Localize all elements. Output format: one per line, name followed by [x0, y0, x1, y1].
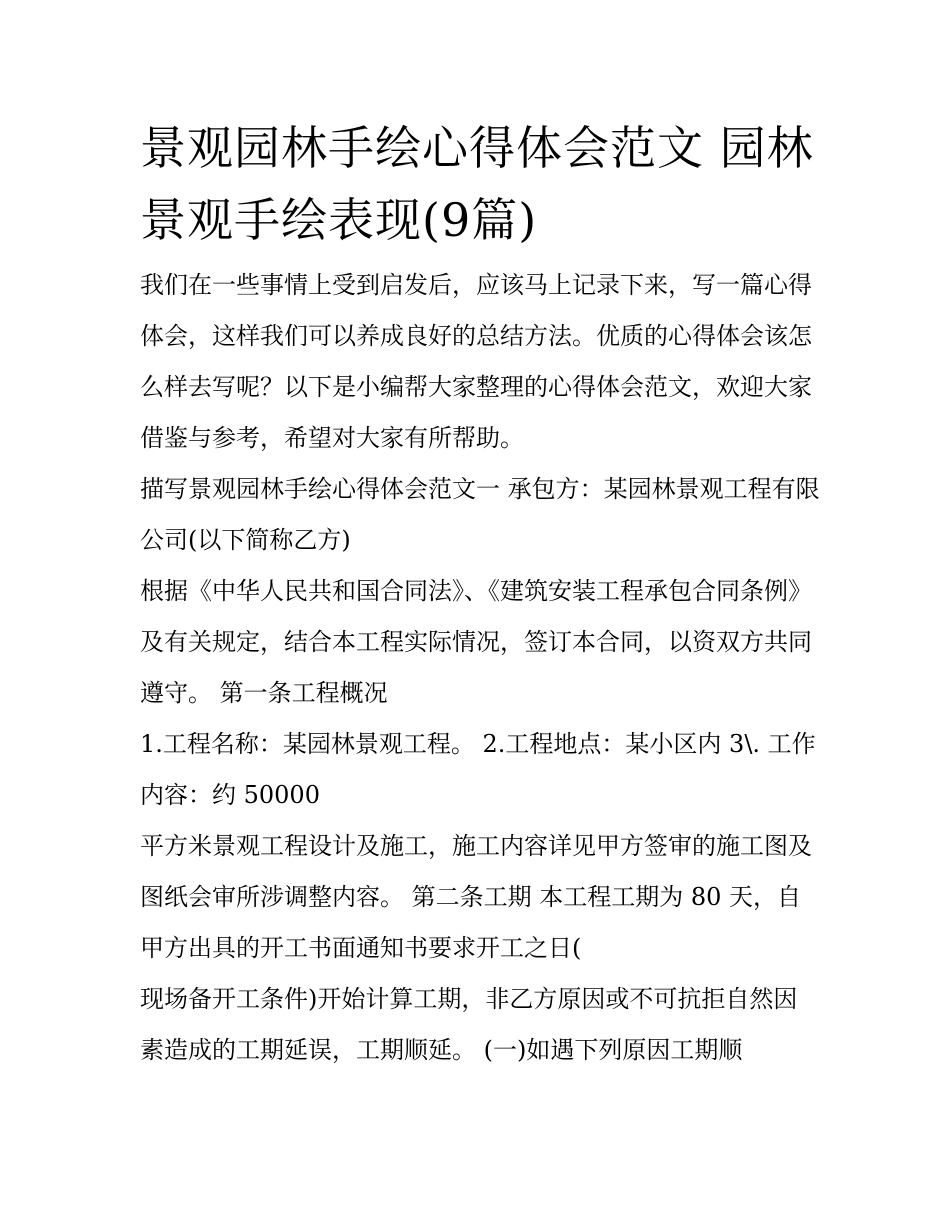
document-title: 景观园林手绘心得体会范文 园林景观手绘表现(9篇)	[140, 121, 814, 247]
intro-paragraph: 我们在一些事情上受到启发后，应该马上记录下来，写一篇心得体会，这样我们可以养成良好的总结方法。优质的心得体会该怎么样去写呢？以下是小编帮大家整理的心得体会范文，欢迎大家借鉴与参考，希望对大家有所帮助。	[140, 271, 812, 452]
scope-duration-paragraph: 平方米景观工程设计及施工，施工内容详见甲方签审的施工图及图纸会审所涉调整内容。 第二条工期 本工程工期为 80 天，自甲方出具的开工书面通知书要求开工之日(	[140, 832, 812, 962]
legal-basis-paragraph: 根据《中华人民共和国合同法》、《建筑安装工程承包合同条例》及有关规定，结合本工程实际情况，签订本合同，以资双方共同遵守。 第一条工程概况	[140, 577, 812, 707]
contractor-paragraph: 描写景观园林手绘心得体会范文一 承包方：某园林景观工程有限公司(以下简称乙方)	[140, 475, 820, 554]
document-page	[140, 112, 820, 1076]
project-info-paragraph: 1.工程名称：某园林景观工程。 2.工程地点：某小区内 3\. 工作内容：约 50000	[140, 730, 816, 809]
schedule-paragraph: 现场备开工条件)开始计算工期，非乙方原因或不可抗拒自然因素造成的工期延误，工期顺延。 (一)如遇下列原因工期顺	[140, 985, 798, 1064]
